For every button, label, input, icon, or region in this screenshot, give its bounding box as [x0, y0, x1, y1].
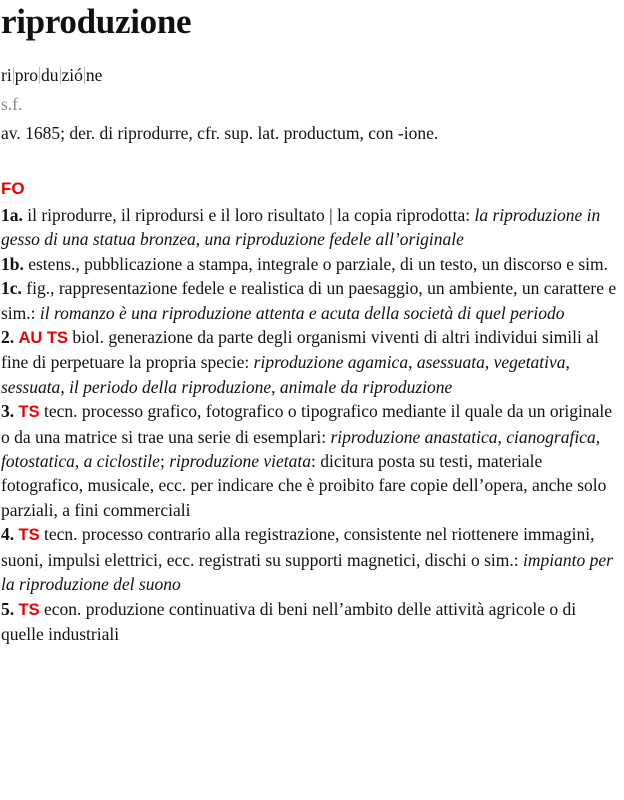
syllable-separator	[13, 67, 14, 84]
definition-text: estens., pubblicazione a stampa, integrale o parziale, di un testo, un discorso e sim.	[23, 253, 608, 274]
definition-text: ,	[497, 426, 507, 447]
sense-item	[1, 325, 622, 399]
sense-item	[1, 597, 622, 647]
definition-text: econ. produzione continuativa di beni nell’ambito delle attività agricole o di quelle industriali	[1, 598, 577, 644]
syllable-separator	[39, 67, 40, 84]
syllable-separator	[84, 67, 85, 84]
grammar-label: s.f.	[1, 94, 23, 114]
definition-text: ,	[595, 426, 601, 447]
definition-text: : dicitura posta su testi, materiale fotografico, musicale, ecc. per indicare che è proibito fare copie dell’opera, anche solo parziali, a fini commerciali	[1, 451, 607, 520]
definition-text: ,	[565, 352, 570, 373]
definition-text: fig., rappresentazione fedele e realistica di un paesaggio, un ambiente, un carattere e sim.:	[1, 278, 617, 323]
example-text: il romanzo è una riproduzione attenta e acuta della società di quel periodo	[39, 302, 565, 323]
headword: riproduzione	[1, 2, 192, 41]
example-text: a ciclostile	[83, 451, 160, 472]
example-text: fotostatica	[1, 451, 75, 472]
sense-number: 3.	[1, 401, 15, 422]
usage-label: AU TS	[18, 329, 68, 348]
definition-text: ,	[74, 451, 84, 472]
etymology: av. 1685; der. di riprodurre, cfr. sup. lat. productum, con -ione.	[1, 123, 439, 143]
sense-item	[1, 276, 622, 325]
definition-text: biol. generazione da parte degli organismi viventi di altri individui simili al fine di perpetuare la propria specie:	[1, 327, 599, 373]
sense-number: 4.	[1, 524, 15, 545]
definition-text: il riprodurre, il riprodursi e il loro risultato | la copia riprodotta:	[22, 205, 475, 225]
sense-number: 1a.	[1, 205, 23, 225]
sense-number: 1c.	[1, 278, 22, 299]
definition-text: ,	[484, 352, 494, 373]
example-text: il periodo della riproduzione	[69, 376, 272, 397]
syllable: ri	[1, 65, 12, 85]
example-text: riproduzione anastatica	[330, 426, 498, 447]
example-text: una riproduzione fedele all’originale	[204, 229, 464, 250]
example-text: cianografica	[506, 426, 596, 447]
sense-item	[1, 203, 622, 252]
sense-item	[1, 399, 622, 522]
sense-number: 5.	[1, 598, 15, 619]
example-text: riproduzione vietata	[169, 451, 311, 472]
example-text: animale da riproduzione	[279, 376, 453, 397]
sense-number: 1b.	[1, 253, 24, 274]
example-text: sessuata	[1, 376, 61, 397]
sense-item	[1, 252, 622, 276]
senses-list	[1, 203, 622, 646]
usage-label: TS	[18, 526, 40, 545]
definition-text: ,	[60, 376, 70, 397]
definition-text: ;	[159, 451, 170, 472]
definition-text: ,	[408, 352, 417, 373]
syllable-separator	[60, 67, 61, 84]
definition-text: tecn. processo grafico, fotografico o tipografico mediante il quale da un originale o da una matrice si trae una serie di esemplari:	[1, 401, 613, 447]
example-text: vegetativa	[493, 352, 566, 373]
definition-text: tecn. processo contrario alla registrazione, consistente nel riottenere immagini, suoni, impulsi elettrici, ecc. registrati su supporti magnetici, dischi o sim.:	[1, 524, 595, 570]
sense-number: 2.	[1, 327, 15, 348]
usage-label: FO	[1, 176, 25, 203]
example-text: asessuata	[416, 352, 485, 373]
usage-label: TS	[18, 403, 40, 422]
example-text: la riproduzione in gesso di una statua bronzea	[1, 205, 601, 250]
sense-item	[1, 522, 622, 596]
syllabification	[1, 61, 622, 90]
definition-text: ,	[195, 229, 205, 250]
example-text: impianto per la riproduzione del suono	[1, 549, 613, 595]
syllable: ne	[85, 65, 103, 85]
syllable: du	[41, 65, 59, 85]
syllable: pro	[14, 65, 39, 85]
example-text: riproduzione agamica	[253, 352, 409, 373]
usage-label: TS	[18, 600, 40, 619]
syllable: zió	[61, 65, 83, 85]
definition-text: ,	[271, 376, 280, 397]
